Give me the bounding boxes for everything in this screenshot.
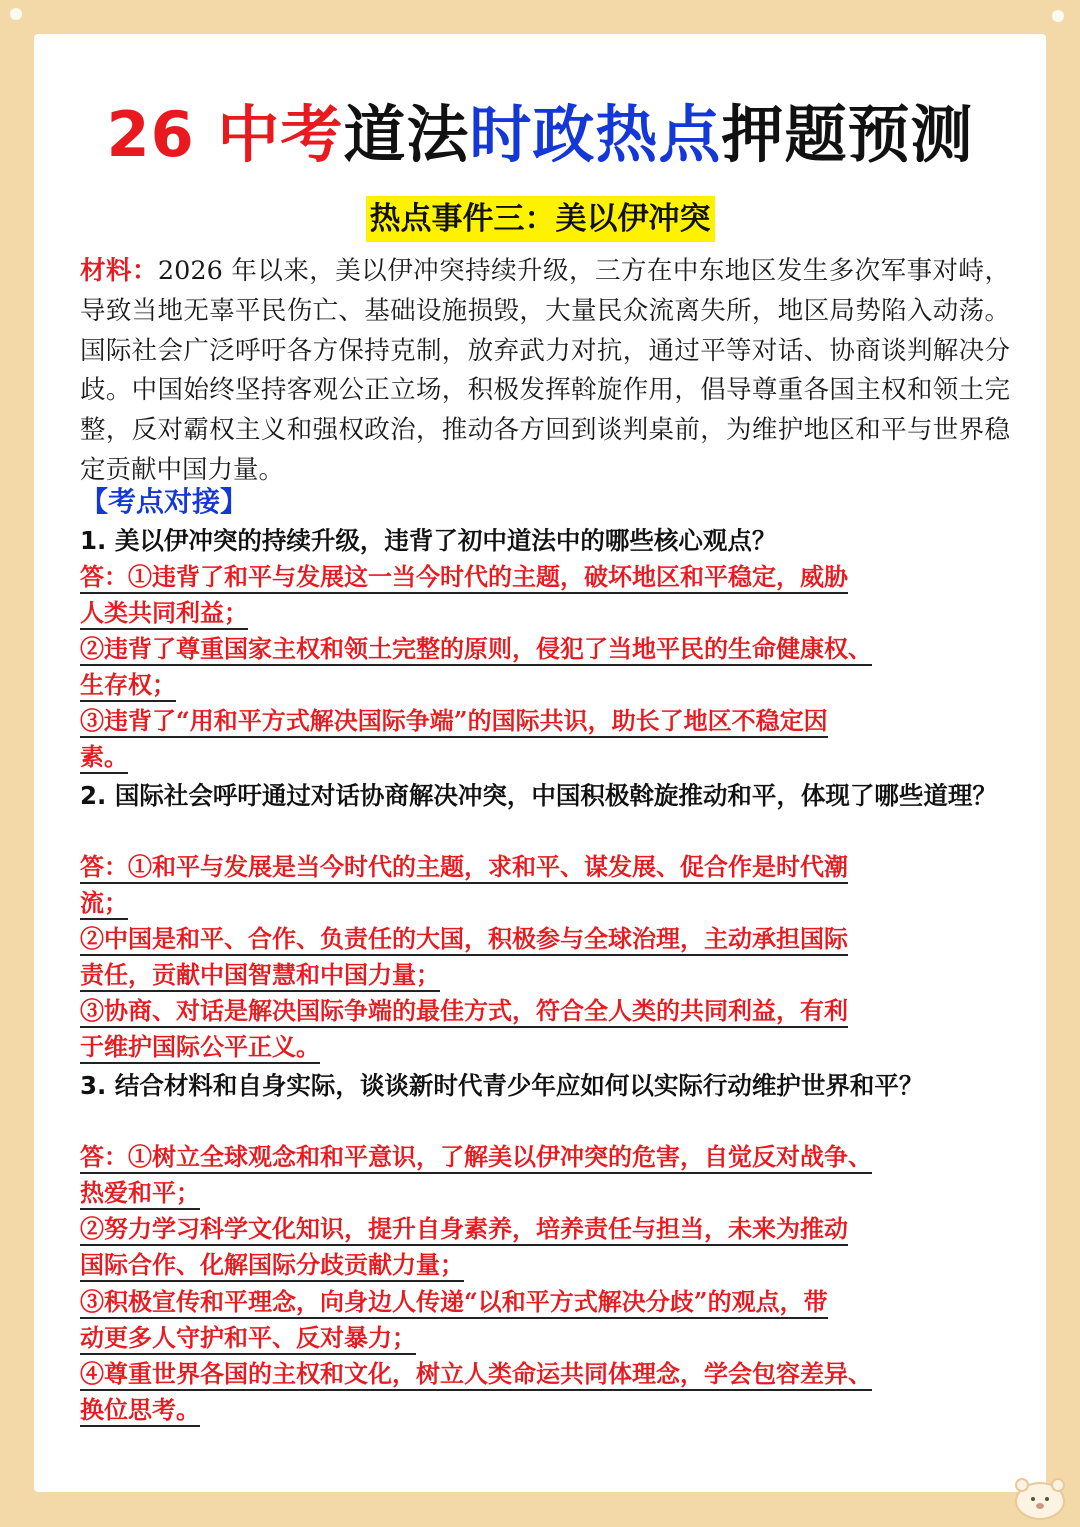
question-1: 1. 美以伊冲突的持续升级，违背了初中道法中的哪些核心观点？ xyxy=(80,526,777,555)
subtitle: 热点事件三：美以伊冲突 xyxy=(366,196,715,242)
answer-line: 国际合作、化解国际分歧贡献力量； xyxy=(80,1250,464,1282)
answer-line: 换位思考。 xyxy=(80,1395,200,1427)
section-header: 【考点对接】 xyxy=(80,485,249,518)
question-2: 2. 国际社会呼吁通过对话协商解决冲突，中国积极斡旋推动和平，体现了哪些道理？ xyxy=(80,781,997,810)
answer-line: 热爱和平； xyxy=(80,1178,200,1210)
decor-dot xyxy=(10,8,22,20)
answer-2-1 xyxy=(80,849,1005,921)
answer-line: ④尊重世界各国的主权和文化，树立人类命运共同体理念，学会包容差异、 xyxy=(80,1359,872,1391)
answer-2-2 xyxy=(80,921,1005,993)
material-paragraph xyxy=(80,252,1010,491)
title-part-predict: 押题预测 xyxy=(721,98,974,171)
answer-line: 生存权； xyxy=(80,670,176,702)
question-3: 3. 结合材料和自身实际，谈谈新时代青少年应如何以实际行动维护世界和平？ xyxy=(80,1071,924,1100)
answer-2-3 xyxy=(80,993,1005,1065)
answer-line: ②违背了尊重国家主权和领土完整的原则，侵犯了当地平民的生命健康权、 xyxy=(80,634,872,666)
page-title xyxy=(0,96,1080,174)
answer-3-2 xyxy=(80,1211,1005,1283)
answer-1-1 xyxy=(80,559,1005,631)
title-part-topic: 时政热点 xyxy=(469,98,722,171)
answer-line: ②努力学习科学文化知识，提升自身素养，培养责任与担当，未来为推动 xyxy=(80,1214,848,1246)
bear-sticker-icon xyxy=(1008,1469,1072,1521)
answer-line: 动更多人守护和平、反对暴力； xyxy=(80,1323,416,1355)
answer-line: 素。 xyxy=(80,742,128,774)
answer-line: ③协商、对话是解决国际争端的最佳方式，符合全人类的共同利益，有利 xyxy=(80,996,848,1028)
material-text: 2026 年以来，美以伊冲突持续升级，三方在中东地区发生多次军事对峙，导致当地无辜平民伤亡、基础设施损毁，大量民众流离失所，地区局势陷入动荡。国际社会广泛呼吁各方保持克制，放弃武力对抗，通过平等对话、协商谈判解决分歧。中国始终坚持客观公正立场，积极发挥斡旋作用，倡导尊重各国主权和领土完整，反对霸权主义和强权政治，推动各方回到谈判桌前，为维护地区和平与世界稳定贡献中国力量。 xyxy=(80,256,1010,485)
answer-line: ③违背了“用和平方式解决国际争端”的国际共识，助长了地区不稳定因 xyxy=(80,706,828,738)
answer-line: ②中国是和平、合作、负责任的大国，积极参与全球治理，主动承担国际 xyxy=(80,924,848,956)
answer-3-1 xyxy=(80,1139,1005,1211)
answer-3-3 xyxy=(80,1284,1005,1356)
answer-line: 答：①树立全球观念和和平意识，了解美以伊冲突的危害，自觉反对战争、 xyxy=(80,1142,872,1174)
answer-line: 答：①和平与发展是当今时代的主题，求和平、谋发展、促合作是时代潮 xyxy=(80,852,848,884)
answer-line: 人类共同利益； xyxy=(80,598,248,630)
answer-1-3 xyxy=(80,703,1005,775)
decor-dot xyxy=(1052,10,1064,22)
material-label: 材料： xyxy=(80,256,158,286)
subtitle-row xyxy=(0,196,1080,242)
answer-line: ③积极宣传和平理念，向身边人传递“以和平方式解决分歧”的观点，带 xyxy=(80,1287,828,1319)
title-part-subject: 道法 xyxy=(343,98,470,171)
answer-1-2 xyxy=(80,631,1005,703)
title-part-year: 26 中考 xyxy=(106,98,344,171)
answer-line: 责任，贡献中国智慧和中国力量； xyxy=(80,960,440,992)
answer-line: 答：①违背了和平与发展这一当今时代的主题，破坏地区和平稳定，威胁 xyxy=(80,562,848,594)
answer-3-4 xyxy=(80,1356,1005,1428)
answer-line: 于维护国际公平正义。 xyxy=(80,1032,320,1064)
answer-line: 流； xyxy=(80,888,128,920)
